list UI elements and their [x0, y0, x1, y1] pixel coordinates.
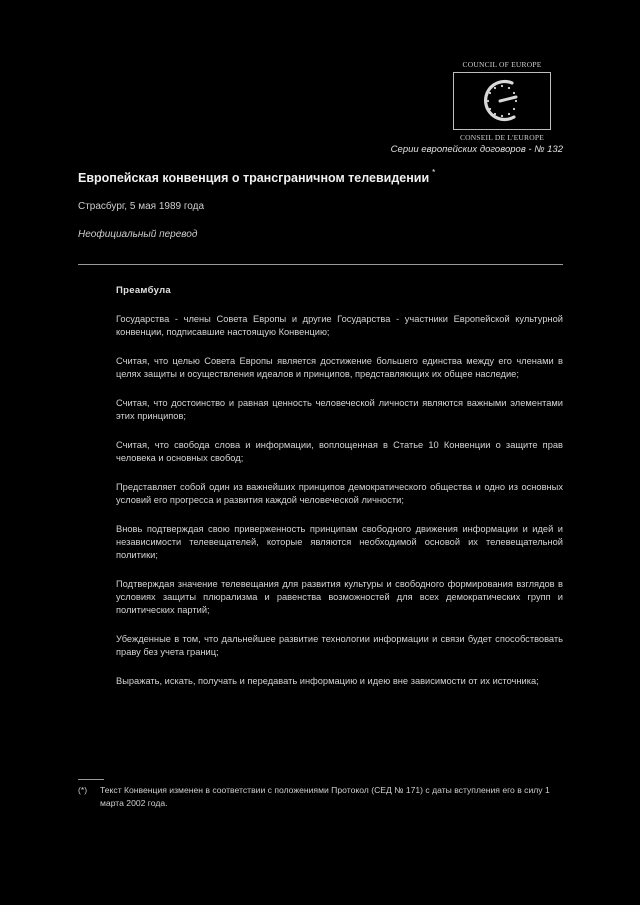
place-and-date: Страсбург, 5 мая 1989 года	[78, 201, 205, 212]
preamble-paragraph: Считая, что достоинство и равная ценность человеческой личности являются важными элементами этих принципов;	[116, 398, 563, 421]
preamble-heading: Преамбула	[116, 285, 172, 296]
preamble-section	[116, 285, 563, 704]
unofficial-translation-note: Неофициальный перевод	[78, 229, 198, 240]
document-title	[78, 168, 435, 185]
treaty-series-label: Серии европейских договоров - № 132	[390, 144, 563, 155]
footnote	[78, 784, 558, 810]
logo-bottom-text: CONSEIL DE L'EUROPE	[459, 133, 545, 142]
preamble-paragraph: Убежденные в том, что дальнейшее развитие технологии информации и связи будет способствовать праву без учета границ;	[116, 634, 563, 657]
footnote-text: Текст Конвенция изменен в соответствии с положениями Протокол (СЕД № 171) с даты вступления его в силу 1 марта 2002 года.	[100, 785, 550, 808]
preamble-paragraph: Выражать, искать, получать и передавать информацию и идею вне зависимости от их источника;	[116, 676, 539, 686]
emblem-icon	[454, 73, 550, 129]
preamble-paragraph: Считая, что свобода слова и информации, воплощенная в Статье 10 Конвенции о защите прав человека и основных свобод;	[116, 440, 563, 463]
document-title-text: Европейская конвенция о трансграничном телевидении	[78, 171, 430, 185]
preamble-paragraph: Вновь подтверждая свою приверженность принципам свободного движения информации и идей и независимости телевещателей, которые являются необходимой основой их телевещательной политики;	[116, 524, 563, 560]
council-of-europe-logo	[452, 60, 552, 142]
preamble-paragraph: Подтверждая значение телевещания для развития культуры и свободного формирования взглядов в условиях защиты плюрализма и равенства возможностей для всех демократических групп и политических партий;	[116, 579, 563, 615]
footnote-separator	[78, 779, 104, 780]
preamble-paragraph: Представляет собой один из важнейших принципов демократического общества и одно из основных условий его прогресса и развития каждой человеческой личности;	[116, 482, 563, 505]
title-footnote-mark: *	[432, 168, 436, 177]
preamble-paragraph: Считая, что целью Совета Европы является достижение большего единства между его членами в целях защиты и осуществления идеалов и принципов, представляющих их общее наследие;	[116, 356, 563, 379]
preamble-paragraph: Государства - члены Совета Европы и другие Государства - участники Европейской культурной конвенции, подписавшие настоящую Конвенцию;	[116, 314, 563, 337]
logo-top-text: COUNCIL OF EUROPE	[462, 60, 542, 69]
footnote-mark: (*)	[78, 785, 88, 795]
logo-emblem	[453, 72, 551, 130]
horizontal-divider	[78, 264, 563, 265]
